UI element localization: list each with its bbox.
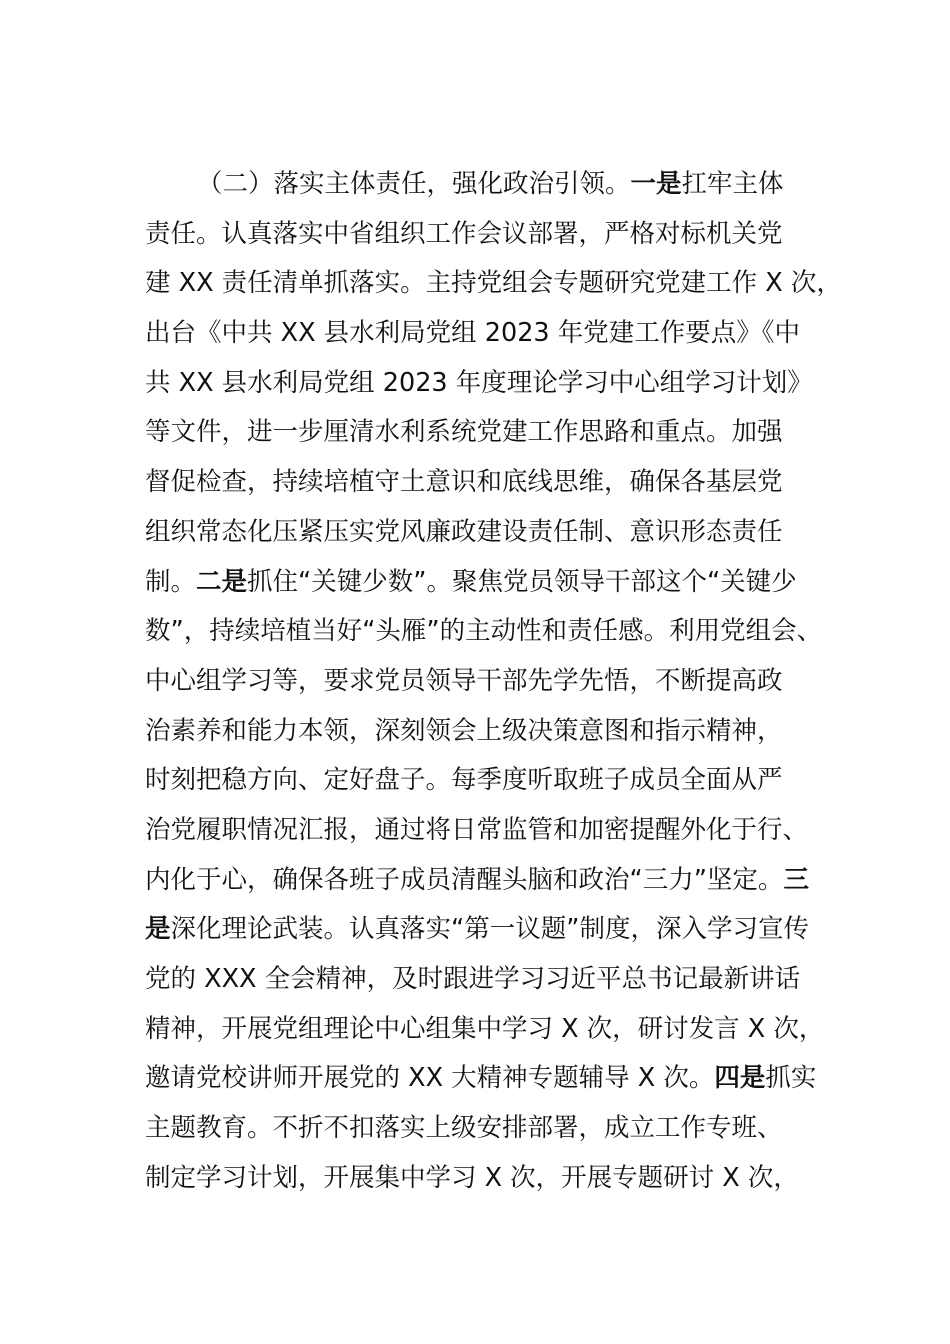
text-line	[145, 408, 825, 458]
text-run: 扛牢主体	[681, 169, 784, 199]
text-line	[145, 1154, 825, 1204]
text-run: 共 XX 县水利局党组 2023 年度理论学习中心组学习计划》	[145, 367, 813, 398]
text-line	[145, 905, 825, 955]
text-run: 治素养和能力本领，深刻领会上级决策意图和指示精神，	[145, 715, 783, 746]
text-run: 等文件，进一步厘清水利系统党建工作思路和重点。加强	[145, 417, 783, 448]
text-line	[145, 707, 825, 757]
text-line	[145, 657, 825, 707]
text-run: 主题教育。不折不扣落实上级安排部署，成立工作专班、	[145, 1113, 783, 1144]
text-line	[145, 756, 825, 806]
bold-marker: 三	[783, 864, 809, 895]
bold-marker: 二是	[196, 566, 248, 597]
text-run: 出台《中共 XX 县水利局党组 2023 年党建工作要点》《中	[145, 318, 801, 349]
text-run: 抓实	[765, 1063, 817, 1094]
text-run: 制定学习计划，开展集中学习 X 次，开展专题研讨 X 次，	[145, 1162, 799, 1193]
text-run: 精神，开展党组理论中心组集中学习 X 次，研讨发言 X 次，	[145, 1013, 825, 1044]
text-run: 深化理论武装。认真落实“第一议题”制度，深入学习宣传	[170, 914, 809, 945]
text-run: 抓住“关键少数”。聚焦党员领导干部这个“关键少	[247, 566, 797, 597]
text-run: 建 XX 责任清单抓落实。主持党组会专题研究党建工作 X 次，	[145, 268, 842, 299]
text-run: （二）落实主体责任，强化政治引领。	[197, 169, 631, 199]
text-line	[145, 259, 842, 309]
text-run: 内化于心，确保各班子成员清醒头脑和政治“三力”坚定。	[145, 864, 784, 895]
text-line	[145, 955, 825, 1005]
bold-marker: 一是	[630, 169, 682, 199]
bold-marker: 四是	[714, 1063, 766, 1094]
text-run: 组织常态化压紧压实党风廉政建设责任制、意识形态责任	[145, 516, 783, 547]
text-line	[145, 359, 825, 409]
text-run: 制。	[145, 566, 197, 597]
text-line	[145, 607, 825, 657]
text-line	[145, 1104, 825, 1154]
text-line	[145, 508, 825, 558]
text-line	[145, 558, 825, 608]
text-line	[145, 1054, 825, 1104]
text-line	[145, 458, 825, 508]
body-paragraph	[145, 160, 842, 1203]
bold-marker: 是	[145, 914, 171, 945]
text-run: 督促检查，持续培植守土意识和底线思维，确保各基层党	[145, 467, 783, 498]
text-line	[145, 160, 825, 210]
text-line	[145, 1005, 825, 1055]
text-run: 责任。认真落实中省组织工作会议部署，严格对标机关党	[145, 218, 783, 249]
text-line	[145, 309, 825, 359]
text-run: 数”，持续培植当好“头雁”的主动性和责任感。利用党组会、	[145, 616, 823, 647]
text-run: 党的 XXX 全会精神，及时跟进学习习近平总书记最新讲话	[145, 964, 801, 994]
text-line	[145, 806, 825, 856]
text-line	[145, 856, 825, 906]
text-run: 时刻把稳方向、定好盘子。每季度听取班子成员全面从严	[145, 765, 783, 796]
text-line	[145, 210, 825, 260]
text-run: 邀请党校讲师开展党的 XX 大精神专题辅导 X 次。	[145, 1063, 715, 1094]
text-run: 中心组学习等，要求党员领导干部先学先悟，不断提高政	[145, 665, 783, 696]
text-run: 治党履职情况汇报，通过将日常监管和加密提醒外化于行、	[145, 814, 809, 845]
